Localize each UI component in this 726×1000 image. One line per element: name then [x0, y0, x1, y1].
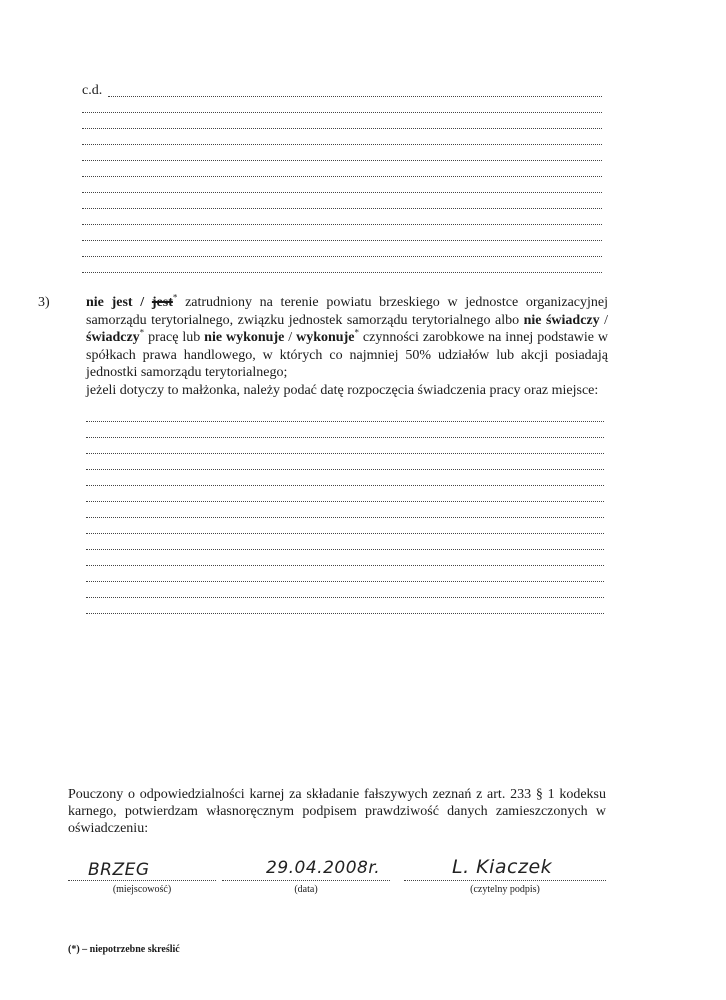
option-swiadczy: świadczy: [86, 330, 140, 345]
liability-statement: Pouczony o odpowiedzialności karnej za składanie fałszywych zeznań z art. 233 § 1 kodeksu karnego, potwierdzam własnoręcznym podpisem prawdziwość danych zamieszczonych w oświadczeniu:: [68, 787, 606, 836]
option-jest-struck: jest: [151, 295, 173, 310]
section-3-fill-line: [86, 421, 604, 422]
place-line: [68, 880, 216, 881]
section-3-fill-line: [86, 437, 604, 438]
place-value: BRZEG: [88, 860, 150, 880]
option-nie-jest: nie jest: [86, 295, 133, 310]
cd-fill-line: [82, 208, 602, 209]
section-number: 3): [38, 295, 50, 310]
date-line: [222, 880, 390, 881]
continuation-label: c.d.: [82, 83, 103, 98]
cd-fill-line: [82, 240, 602, 241]
date-value: 29.04.2008r.: [266, 858, 381, 878]
date-caption: (data): [294, 884, 318, 895]
signature-line: [404, 880, 606, 881]
footnote: (*) – niepotrzebne skreślić: [68, 944, 180, 955]
section-3-fill-line: [86, 485, 604, 486]
handwritten-signature: L. Kiaczek: [452, 856, 553, 878]
section-3-fill-line: [86, 501, 604, 502]
option-wykonuje: wykonuje: [296, 330, 355, 345]
section-3-fill-line: [86, 533, 604, 534]
section-3-paragraph: [38, 292, 609, 399]
section-3-fill-line: [86, 565, 604, 566]
signature-caption: (czytelny podpis): [470, 884, 540, 895]
section-3-fill-line: [86, 613, 604, 614]
cd-fill-line: [82, 224, 602, 225]
section-3-fill-line: [86, 469, 604, 470]
place-caption: (miejscowość): [112, 884, 172, 895]
spouse-instruction: jeżeli dotyczy to małżonka, należy podać datę rozpoczęcia świadczenia pracy oraz miejsce:: [86, 382, 599, 398]
cd-fill-line: [82, 128, 602, 129]
cd-fill-line: [82, 144, 602, 145]
section-3-fill-line: [86, 597, 604, 598]
section-3-fill-line: [86, 453, 604, 454]
section-3-fill-line: [86, 549, 604, 550]
option-nie-wykonuje: nie wykonuje: [204, 330, 285, 345]
cd-fill-line: [82, 256, 602, 257]
cd-fill-line: [82, 176, 602, 177]
cd-fill-line: [82, 272, 602, 273]
cd-fill-line: [82, 160, 602, 161]
cd-fill-line: [108, 96, 602, 97]
option-nie-swiadczy: nie świadczy: [523, 312, 600, 328]
cd-fill-line: [82, 112, 602, 113]
cd-fill-line: [82, 192, 602, 193]
section-3-fill-line: [86, 581, 604, 582]
section-3-fill-line: [86, 517, 604, 518]
section-3-text: 3) nie jest / jest* zatrudniony na terenie powiatu brzeskiego w jednostce organizacyjnej samorządu terytorialnego, związku jednostek samorządu terytorialnego albo nie świadczy / świadczy* pracę lub nie wykonuje / wykonuje* czynności zarobkowe na innej podstawie w spółkach prawa handlowego, w których co najmniej 50% udziałów lub akcji posiadają jednostki samorządu terytorialnego;: [38, 292, 609, 380]
